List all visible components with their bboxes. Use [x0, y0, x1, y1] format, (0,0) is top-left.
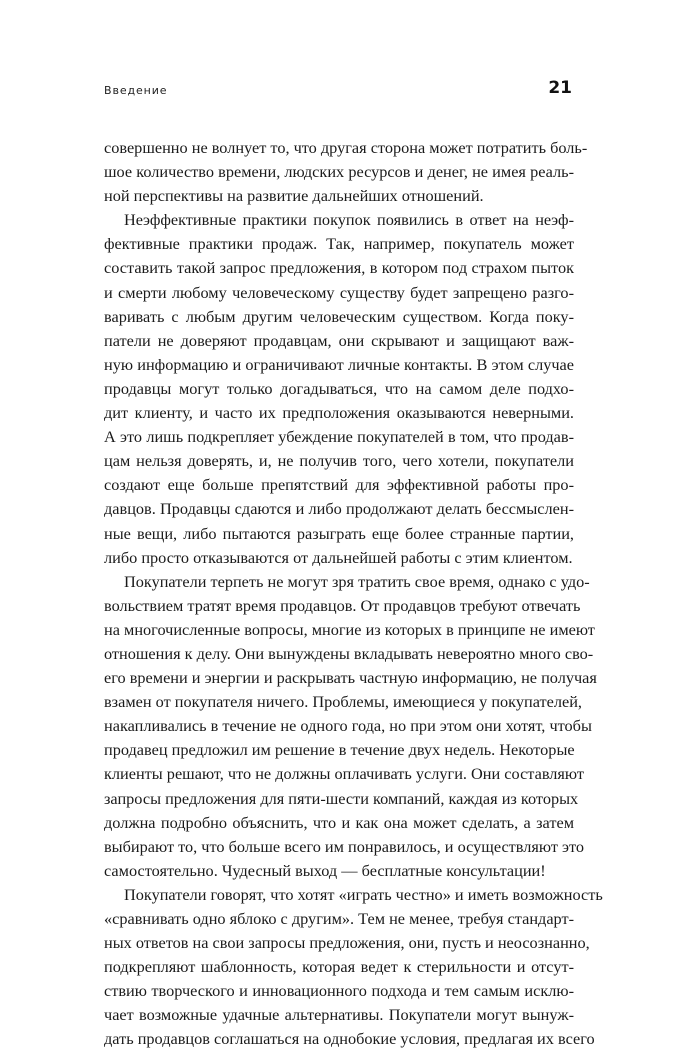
page-number: 21	[548, 78, 572, 98]
text-line: либо просто отказываются от дальнейшей работы с этим клиентом.	[104, 547, 573, 567]
text-line: продавцы могут только догадываться, что на самом деле подхо-	[104, 378, 574, 398]
text-line: давцов. Продавцы сдаются и либо продолжают делать бессмыслен-	[104, 499, 574, 519]
text-line: и смерти любому человеческому существу будет запрещено разго-	[104, 282, 574, 302]
text-line: Покупатели терпеть не могут зря тратить свое время, однако с удо-	[124, 571, 590, 591]
text-line: самостоятельно. Чудесный выход — бесплатные консультации!	[104, 860, 546, 880]
text-line: патели не доверяют продавцам, они скрывают и защищают важ-	[104, 330, 574, 350]
text-line: А это лишь подкрепляет убеждение покупателей в том, что продав-	[104, 427, 574, 447]
paragraph	[104, 208, 574, 569]
text-line: запросы предложения для пяти-шести компаний, каждая из которых	[104, 788, 579, 808]
text-line: выбирают то, что больше всего им понравилось, и осуществляют это	[104, 836, 585, 856]
text-line: взамен от покупателя ничего. Проблемы, имеющиеся у покупателей,	[104, 692, 582, 712]
paragraph	[104, 883, 603, 1052]
text-line: Покупатели говорят, что хотят «играть честно» и иметь возможность	[124, 884, 603, 904]
text-line: «сравнивать одно яблоко с другим». Тем не менее, требуя стандарт-	[104, 909, 575, 928]
text-line: накапливались в течение не одного года, но при этом они хотят, чтобы	[104, 716, 592, 736]
text-line: варивать с любым другим человеческим существом. Когда поку-	[104, 306, 574, 326]
text-line: продавец предложил им решение в течение двух недель. Некоторые	[104, 740, 575, 760]
text-line: ствию творческого и инновационного подхода и тем самым исклю-	[104, 981, 574, 1001]
paragraph	[104, 136, 588, 208]
text-line: отношения к делу. Они вынуждены вкладывать невероятно много сво-	[104, 643, 594, 663]
text-line: цам нельзя доверять, и, не получив того, чего хотели, покупатели	[104, 451, 574, 471]
text-line: ную информацию и ограничивают личные контакты. В этом случае	[104, 354, 574, 374]
text-line: должна подробно объяснить, что и как она может сделать, а затем	[104, 812, 574, 832]
text-line: Неэффективные практики покупок появились в ответ на неэф-	[124, 210, 574, 230]
text-line: составить такой запрос предложения, в котором под страхом пыток	[104, 258, 574, 278]
text-line: ных ответов на свои запросы предложения, они, пусть и неосознанно,	[104, 933, 590, 953]
text-line: чает возможные удачные альтернативы. Покупатели могут вынуж-	[104, 1005, 574, 1025]
text-line: совершенно не волнует то, что другая сторона может потратить боль-	[104, 138, 588, 157]
paragraph	[104, 570, 597, 883]
running-head: Введение	[104, 84, 168, 97]
text-line: фективные практики продаж. Так, например, покупатель может	[104, 234, 574, 254]
body-text	[104, 136, 603, 1052]
text-line: вольствием тратят время продавцов. От продавцов требуют отвечать	[104, 595, 581, 615]
text-line: дит клиенту, и часто их предположения оказываются неверными.	[104, 403, 574, 423]
text-line: дать продавцов соглашаться на однобокие условия, предлагая их всего	[104, 1029, 595, 1049]
text-line: его времени и энергии и раскрывать частную информацию, не получая	[104, 668, 597, 688]
text-line: шое количество времени, людских ресурсов и денег, не имея реаль-	[104, 162, 574, 182]
text-line: на многочисленные вопросы, многие из которых в принципе не имеют	[104, 619, 595, 639]
text-line: создают еще больше препятствий для эффективной работы про-	[104, 475, 574, 495]
text-line: подкрепляют шаблонность, которая ведет к стерильности и отсут-	[104, 957, 574, 977]
text-line: клиенты решают, что не должны оплачивать услуги. Они составляют	[104, 764, 584, 784]
text-line: ной перспективы на развитие дальнейших отношений.	[104, 186, 484, 206]
text-line: ные вещи, либо пытаются разыграть еще более странные партии,	[104, 523, 574, 543]
